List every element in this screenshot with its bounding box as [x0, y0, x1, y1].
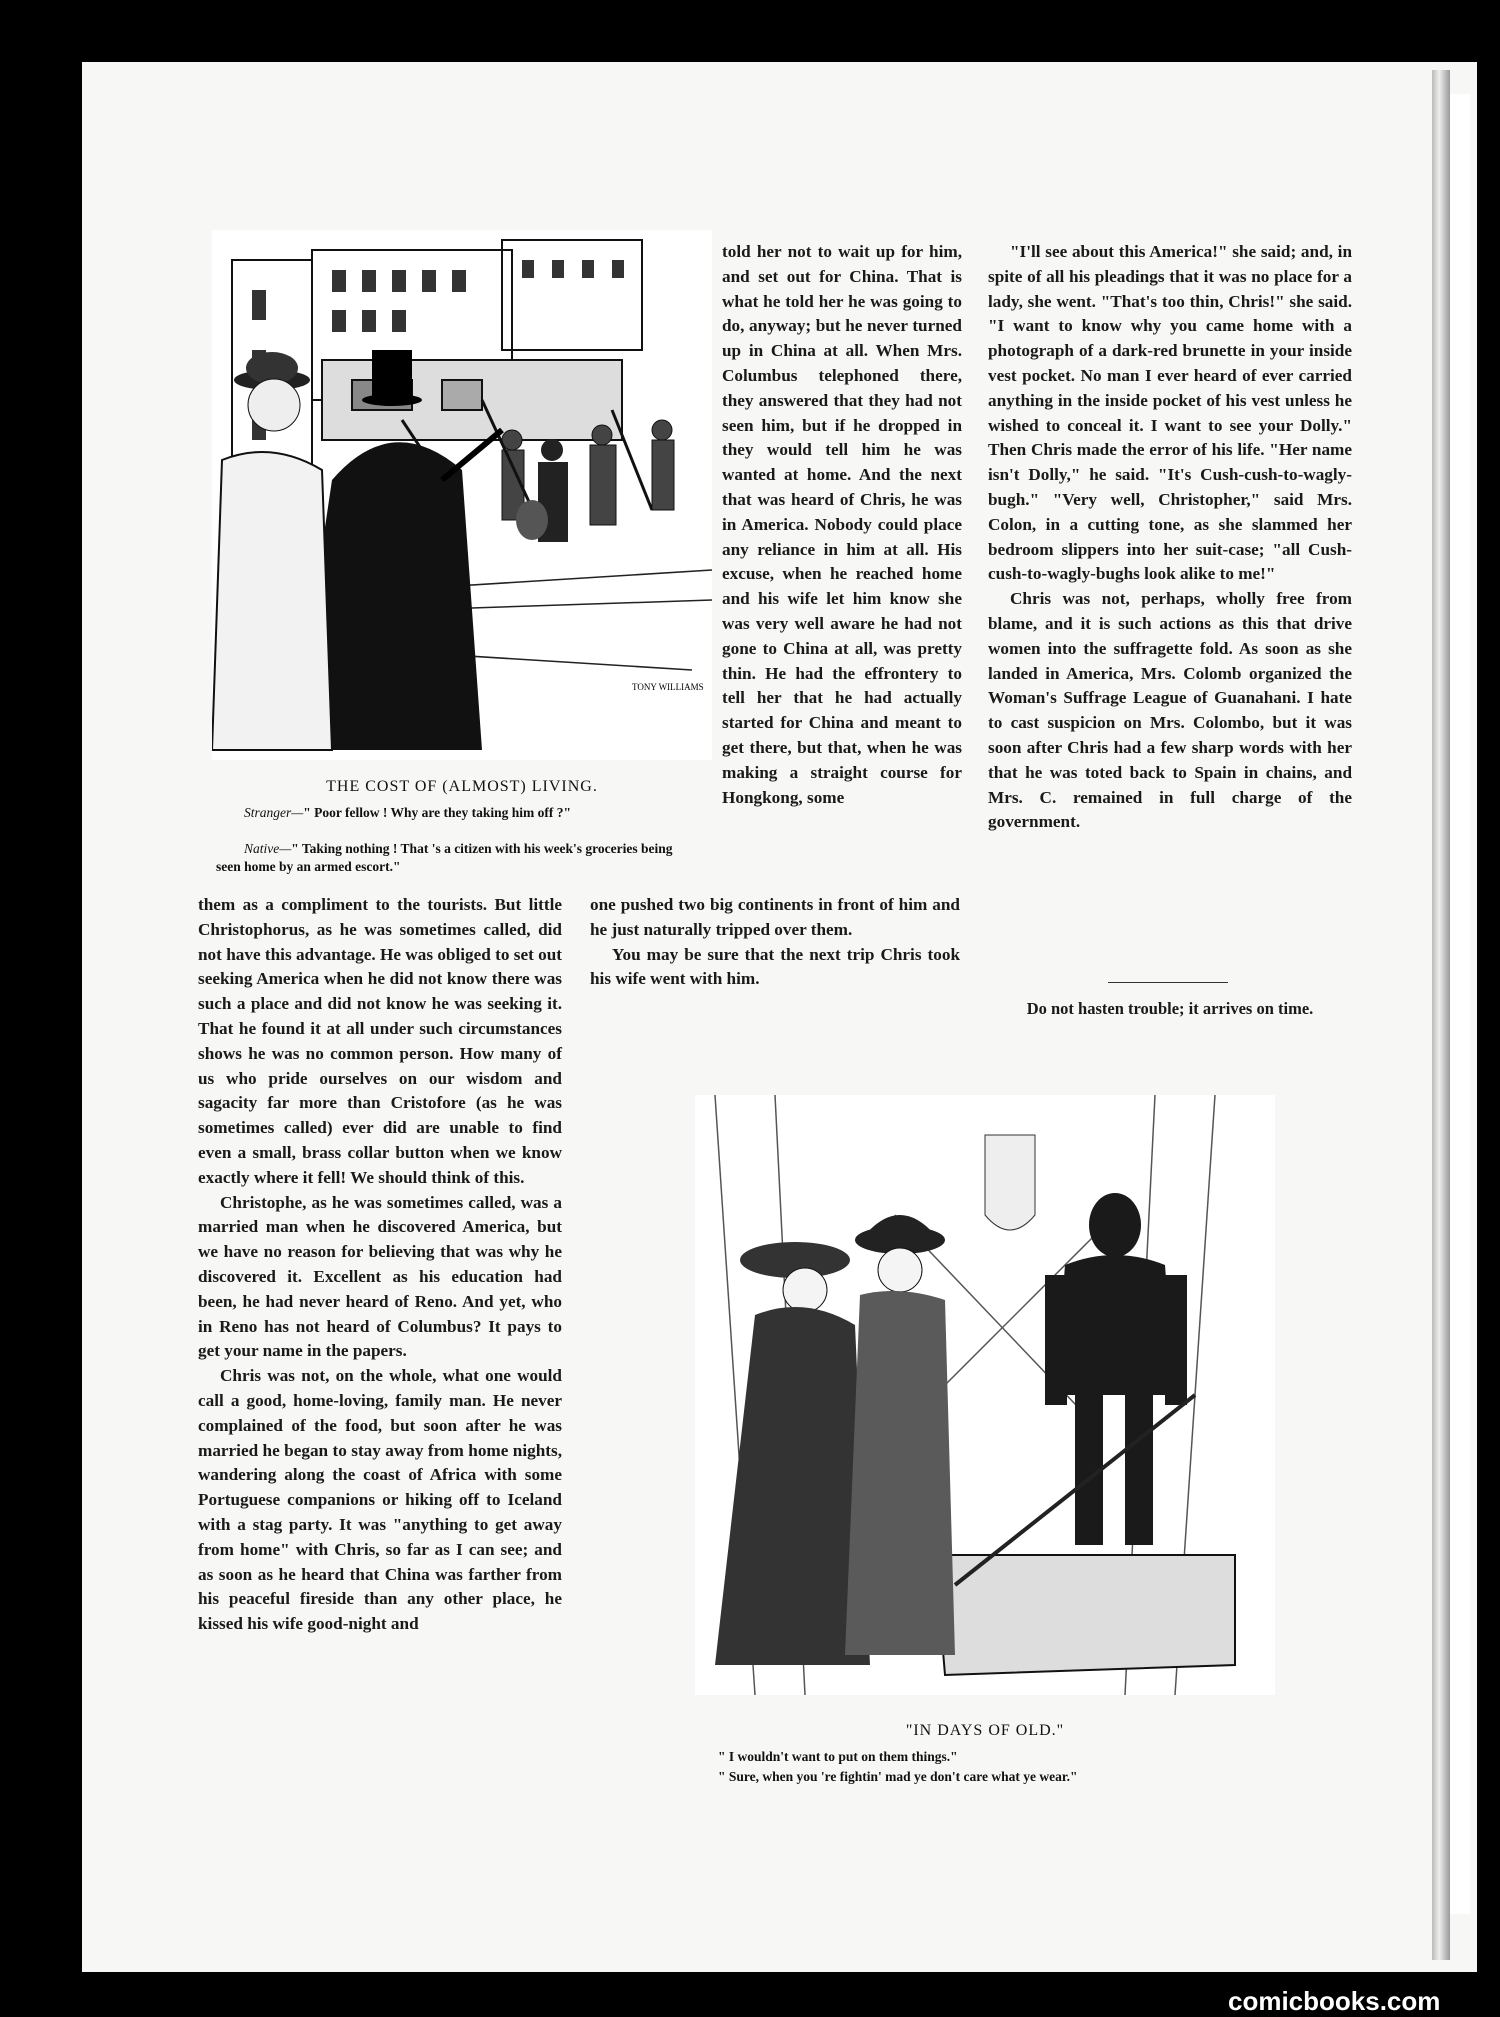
cartoon1-speaker-2: Native—: [244, 841, 292, 856]
col3-paragraph: Chris was not, perhaps, wholly free from blame, and it is such actions as this that drive women into the suffragette fold. As soon as she landed in America, Mrs. Colomb organized the Woman's Suffrage League of Guanahani. I hate to cast suspicion on Mrs. Colombo, but it was soon after Chris had a few sharp words with her that he was toted back to Spain in chains, and Mrs. C. remained in full charge of the government.: [988, 589, 1352, 832]
cartoon-street-illustration: [212, 230, 712, 760]
cartoon1-signature: TONY WILLIAMS: [632, 682, 704, 692]
col2-paragraph: told her not to wait up for him, and set out for China. That is what he told her he was going to do, anyway; but he never turned up in China at all. When Mrs. Columbus telephoned there, they answered that they had not seen him, but if he dropped in they would tell him he was wanted at home. And the next that was heard of Chris, he was in America. Nobody could place any reliance in him at all. His excuse, when he reached home and his wife let him know she was very well aware he had not gone to China at all, was pretty thin. He had the effrontery to tell her that he had actually started for China and meant to get there, but that, when he was making a straight course for Hongkong, some: [722, 242, 962, 807]
cartoon1-speaker-1: Stranger—: [244, 805, 304, 820]
cartoon1-quote-1: " Poor fellow ! Why are they taking him off ?": [303, 805, 571, 820]
col1-paragraph: Christophe, as he was sometimes called, was a married man when he discovered America, but we have no reason for believing that was why he discovered it. Excellent as his education had been, he had never heard of Reno. And yet, who in Reno has not heard of Columbus? It pays to get your name in the papers.: [198, 1192, 562, 1361]
cartoon2-caption-2: " Sure, when you 're fightin' mad ye don't care what ye wear.": [718, 1769, 1078, 1784]
text-column-1: [198, 893, 562, 1637]
watermark: comicbooks.com: [1228, 1986, 1441, 2016]
section-divider: [1108, 982, 1228, 983]
page-gutter: [1432, 70, 1450, 1960]
col1-paragraph: Chris was not, on the whole, what one would call a good, home-loving, family man. He never complained of the food, but soon after he was married he began to stay away from home nights, wandering along the coast of Africa with some Portuguese companions or hiking off to Iceland with a stag party. It was "anything to get away from home" with Chris, so far as I can see; and as soon as he heard that China was farther from his peaceful fireside than any other place, he kissed his wife good-night and: [198, 1366, 562, 1634]
col2b-paragraph: one pushed two big continents in front of him and he just naturally tripped over them.: [590, 895, 960, 939]
cartoon1-title: THE COST OF (ALMOST) LIVING.: [326, 778, 598, 795]
cartoon-street-scene: [212, 230, 712, 760]
cartoon2-caption-1: " I wouldn't want to put on them things.": [718, 1749, 958, 1764]
cartoon-armor-illustration: [695, 1095, 1275, 1695]
col2b-paragraph: You may be sure that the next trip Chris took his wife went with him.: [590, 944, 960, 989]
text-column-2: [722, 240, 962, 810]
col1-paragraph: them as a compliment to the tourists. But little Christophorus, as he was sometimes called, did not have this advantage. He was obliged to set out seeking America when he did not know there was such a place and did not know he was seeking it. That he found it at all under such circumstances shows he was no common person. How many of us who pride ourselves on our wisdom and sagacity far more than Cristofore (as he was sometimes called) ever did are unable to find even a small, brass collar button when we know exactly where it fell! We should think of this.: [198, 895, 562, 1187]
text-column-2-continued: [590, 893, 960, 992]
text-column-3: [988, 240, 1352, 835]
cartoon-armor-scene: [695, 1095, 1275, 1695]
next-page-edge: [1450, 94, 1470, 1914]
col3-paragraph: "I'll see about this America!" she said; and, in spite of all his pleadings that it was no place for a lady, she went. "That's too thin, Chris!" she said. "I want to know why you came home with a photograph of a dark-red brunette in your inside vest pocket. No man I ever heard of ever carried anything in the inside pocket of his vest unless he wished to conceal it. I want to see your Dolly." Then Chris made the error of his life. "Her name isn't Dolly," he said. "It's Cush-cush-to-wagly-bugh." "Very well, Christopher," said Mrs. Colon, in a cutting tone, as she slammed her bedroom slippers into her suit-case; "all Cush-cush-to-wagly-bughs look alike to me!": [988, 242, 1352, 584]
cartoon1-caption-1: [216, 804, 676, 822]
cartoon2-title: "IN DAYS OF OLD.": [905, 1722, 1065, 1739]
filler-line: Do not hasten trouble; it arrives on time.: [1026, 999, 1314, 1018]
cartoon1-quote-2: " Taking nothing ! That 's a citizen with his week's groceries being seen home by an armed escort.": [216, 841, 673, 874]
cartoon1-caption-2: [216, 840, 676, 876]
